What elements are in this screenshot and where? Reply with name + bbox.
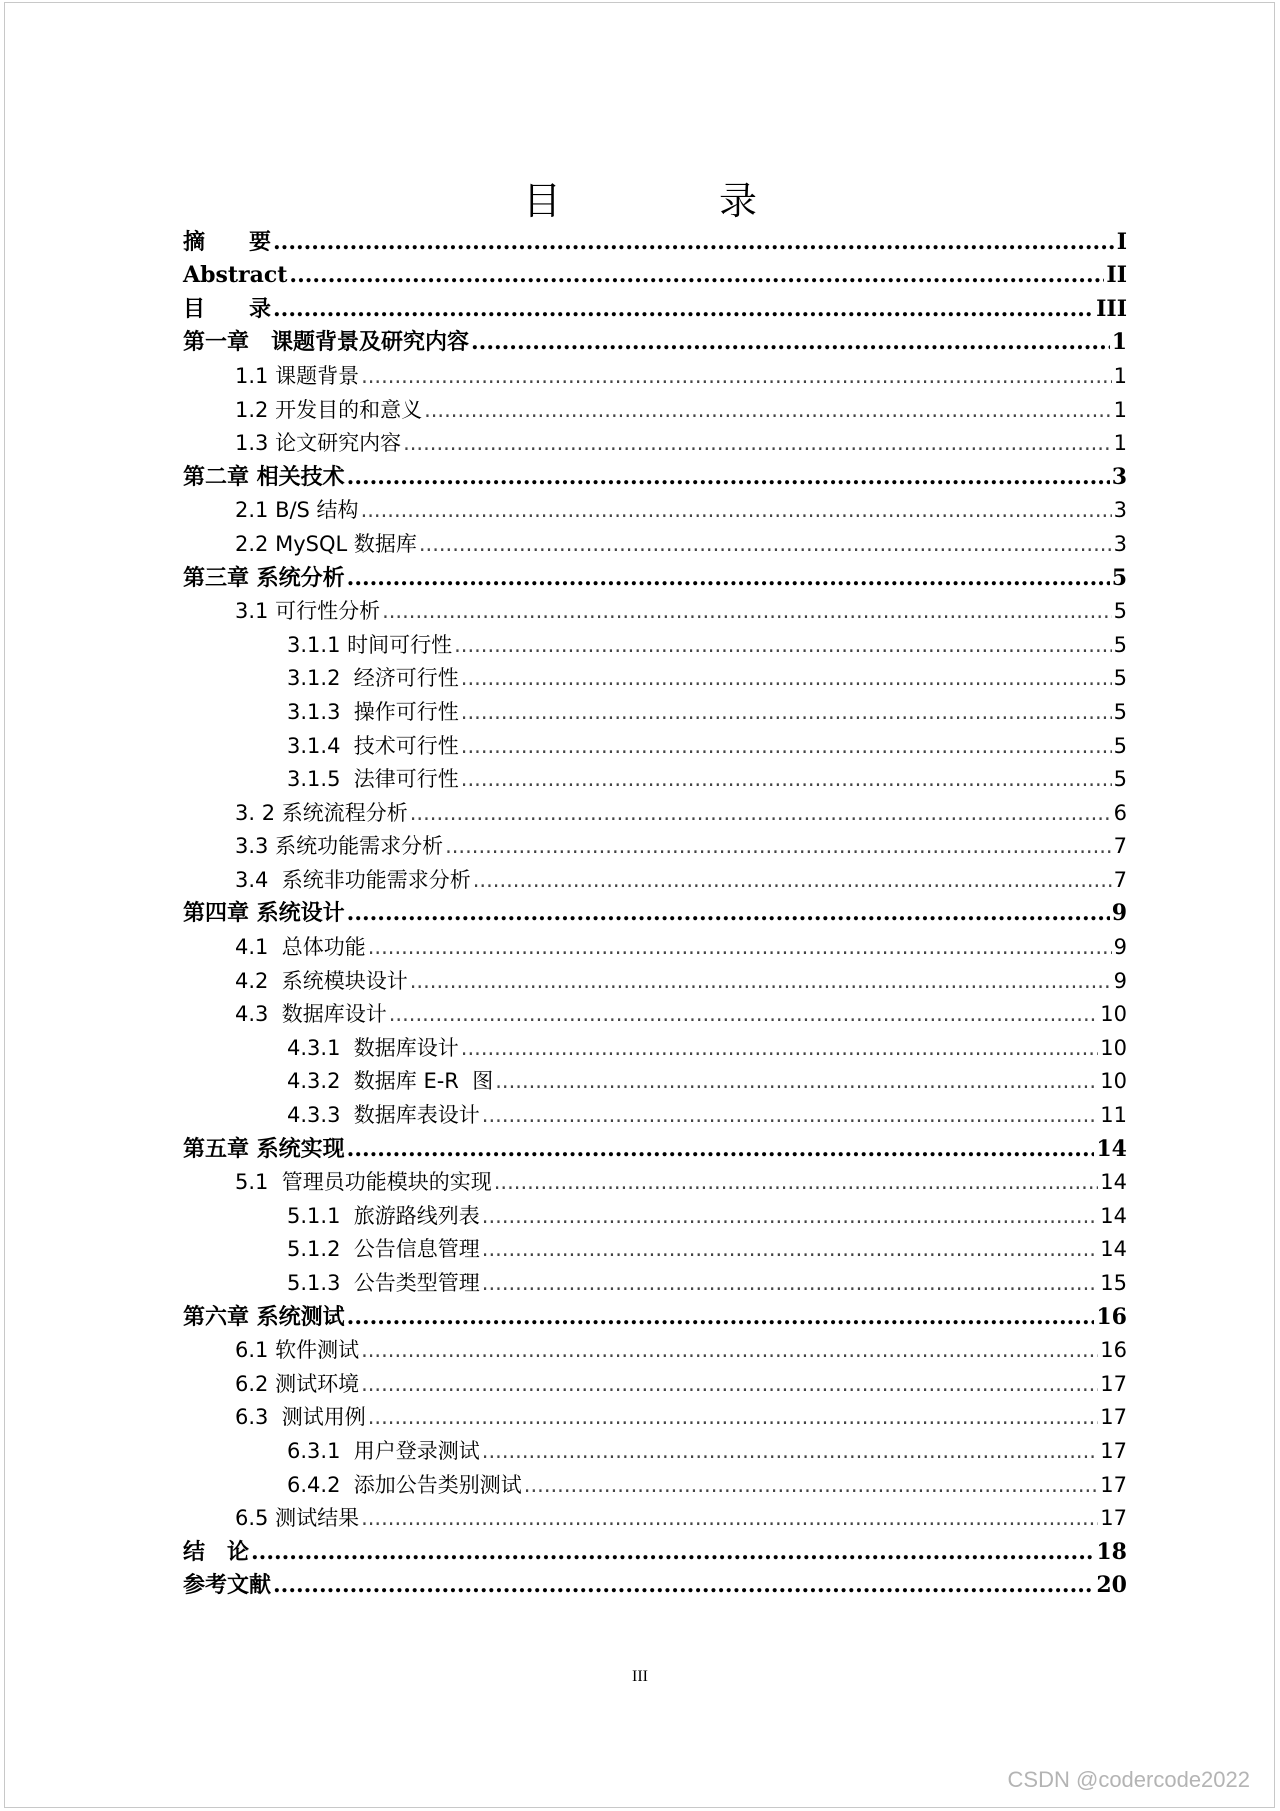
toc-entry-label: 5.1.3 公告类型管理 [287,1271,480,1295]
toc-leader-dots [473,867,1112,894]
toc-entry [183,1062,1127,1096]
toc-entry-page: 14 [1096,1135,1127,1162]
toc-entry-page: 18 [1096,1538,1127,1565]
toc-entry-page: 17 [1100,1371,1127,1396]
toc-entry [183,390,1127,424]
toc-entry-page: 3 [1111,463,1127,490]
toc-entry-page: 17 [1100,1506,1127,1531]
toc-entry-page: 1 [1113,397,1127,422]
toc-entry-label: 第六章 系统测试 [183,1303,345,1330]
page-title: 目 录 [522,179,817,223]
toc-leader-dots [454,632,1112,659]
toc-entry-label: 5.1 管理员功能模块的实现 [235,1170,492,1195]
toc-entry-page: 17 [1100,1438,1127,1463]
toc-entry [183,1129,1127,1163]
toc-entry-label: 5.1.1 旅游路线列表 [287,1203,480,1228]
toc-leader-dots [461,766,1112,793]
toc-entry [183,1566,1127,1600]
toc-leader-dots [347,1304,1095,1331]
toc-entry [183,1028,1127,1062]
toc-leader-dots [445,833,1112,860]
toc-entry-page: 7 [1113,834,1127,859]
toc-entry-label: 3.1.5 法律可行性 [287,767,459,792]
toc-entry-page: 14 [1100,1203,1127,1228]
toc-leader-dots [461,1035,1098,1062]
toc-entry-label: 6.3 测试用例 [235,1405,366,1430]
toc-entry-label: 结 论 [183,1538,250,1565]
footer-page-number: III [632,1668,648,1685]
toc-entry [183,726,1127,760]
toc-entry-page: 9 [1113,935,1127,960]
toc-entry-label: 3. 2 系统流程分析 [235,800,408,825]
toc-leader-dots [273,1572,1094,1599]
toc-entry-page: 5 [1113,666,1127,691]
toc-entry-page: 5 [1113,699,1127,724]
toc-entry-page: I [1116,228,1127,255]
toc-entry [183,457,1127,491]
toc-entry [183,659,1127,693]
toc-leader-dots [361,363,1112,390]
toc-entry [183,1532,1127,1566]
toc-entry-label: 4.3.1 数据库设计 [287,1035,459,1060]
toc-entry-page: 15 [1100,1271,1127,1295]
toc-leader-dots [424,397,1112,424]
toc-entry [183,1263,1127,1297]
toc-leader-dots [410,968,1112,995]
toc-entry-label: 3.1.4 技术可行性 [287,733,459,758]
toc-entry-label: 1.1 课题背景 [235,363,360,388]
toc-entry [183,1297,1127,1331]
toc-entry [183,491,1127,525]
toc-entry-label: 3.1.1 时间可行性 [287,632,453,657]
toc-entry-page: 5 [1111,564,1127,591]
toc-entry-label: 3.1.3 操作可行性 [287,699,459,724]
toc-leader-dots [361,1371,1098,1398]
toc-entry [183,995,1127,1029]
toc-entry-label: 第三章 系统分析 [183,564,345,591]
toc-entry [183,625,1127,659]
toc-entry [183,793,1127,827]
toc-leader-dots [410,800,1112,827]
toc-leader-dots [495,1068,1098,1095]
toc-entry [183,827,1127,861]
toc-entry [183,323,1127,357]
watermark: CSDN @codercode2022 [1007,1767,1250,1792]
toc-entry-label: 6.5 测试结果 [235,1506,360,1531]
toc-leader-dots [461,699,1112,726]
toc-entry [183,1095,1127,1129]
toc-leader-dots [419,531,1112,558]
toc-entry [183,524,1127,558]
toc-entry [183,1398,1127,1432]
toc-entry [183,424,1127,458]
toc-leader-dots [524,1472,1098,1499]
toc-entry-label: 1.2 开发目的和意义 [235,397,423,422]
toc-entry-page: 5 [1113,599,1127,624]
toc-entry-page: 17 [1100,1405,1127,1430]
toc-entry-page: 7 [1113,867,1127,892]
toc-leader-dots [482,1203,1098,1230]
toc-entry-label: 2.2 MySQL 数据库 [235,531,417,556]
toc-entry [183,1331,1127,1365]
toc-entry-page: 3 [1113,498,1127,523]
toc-entry [183,760,1127,794]
toc-entry-label: 2.1 B/S 结构 [235,498,359,523]
toc-entry-page: 17 [1100,1472,1127,1497]
toc-entry-label: 4.1 总体功能 [235,935,366,960]
toc-entry [183,289,1127,323]
toc-entry-label: 6.2 测试环境 [235,1371,360,1396]
toc-leader-dots [389,1001,1099,1028]
toc-entry [183,1196,1127,1230]
toc-entry-page: 10 [1100,1035,1127,1060]
toc-entry [183,1230,1127,1264]
toc-entry [183,256,1127,290]
toc-entry [183,1431,1127,1465]
toc-leader-dots [347,464,1110,491]
toc-leader-dots [368,934,1112,961]
toc-leader-dots [482,1102,1098,1129]
toc-entry-label: 第二章 相关技术 [183,463,345,490]
toc-leader-dots [494,1169,1099,1196]
toc-leader-dots [403,430,1112,457]
toc-entry-page: 9 [1111,900,1127,927]
toc-entry [183,558,1127,592]
toc-entry [183,1499,1127,1533]
toc-entry-page: 9 [1113,968,1127,993]
toc-entry-page: 10 [1100,1002,1127,1027]
toc-leader-dots [347,900,1110,927]
toc-entry [183,961,1127,995]
toc-leader-dots [482,1438,1098,1465]
toc-entry [183,692,1127,726]
toc-entry-label: 3.1.2 经济可行性 [287,666,459,691]
toc-leader-dots [273,296,1094,323]
toc-entry-page: 3 [1113,531,1127,556]
toc-entry-page: II [1106,262,1127,289]
toc-entry-page: 5 [1113,632,1127,657]
toc-leader-dots [461,733,1112,760]
toc-entry-page: 10 [1100,1069,1127,1094]
toc-entry-label: 4.3.2 数据库 E-R 图 [287,1069,494,1094]
toc-entry-label: 6.4.2 添加公告类别测试 [287,1472,522,1497]
toc-entry-page: 20 [1096,1572,1127,1599]
toc-entry-label: 目 录 [183,295,272,322]
toc-entry-page: 14 [1100,1170,1127,1195]
toc-leader-dots [347,565,1110,592]
toc-entry-page: 1 [1111,329,1127,356]
toc-entry-label: 3.4 系统非功能需求分析 [235,867,471,892]
toc-entry-page: 1 [1113,431,1127,456]
toc-entry-label: 参考文献 [183,1572,272,1599]
toc-entry-label: 5.1.2 公告信息管理 [287,1237,480,1262]
toc-leader-dots [482,1270,1098,1297]
toc-entry [183,894,1127,928]
toc-entry [183,222,1127,256]
toc-entry-page: 6 [1113,800,1127,825]
toc-leader-dots [471,329,1110,356]
toc-leader-dots [461,665,1112,692]
toc-entry-page: 16 [1096,1303,1127,1330]
toc-entry-page: 1 [1113,363,1127,388]
toc-leader-dots [382,598,1112,625]
toc-entry-page: 5 [1113,767,1127,792]
toc-entry-label: Abstract [183,262,288,289]
table-of-contents [183,222,1127,1599]
toc-entry [183,1465,1127,1499]
toc-entry-label: 1.3 论文研究内容 [235,431,402,456]
toc-entry [183,1364,1127,1398]
toc-entry-page: 11 [1100,1103,1127,1128]
toc-leader-dots [361,497,1112,524]
toc-entry-page: 14 [1100,1237,1127,1262]
toc-entry [183,356,1127,390]
toc-leader-dots [361,1337,1098,1364]
toc-entry-label: 摘 要 [183,228,272,255]
toc-leader-dots [273,229,1115,256]
toc-entry-label: 3.1 可行性分析 [235,599,381,624]
toc-entry-page: 5 [1113,733,1127,758]
toc-entry-label: 6.3.1 用户登录测试 [287,1438,480,1463]
toc-entry [183,860,1127,894]
toc-leader-dots [251,1539,1094,1566]
toc-entry-label: 4.3.3 数据库表设计 [287,1103,480,1128]
toc-leader-dots [289,262,1104,289]
toc-entry-label: 第五章 系统实现 [183,1135,345,1162]
toc-entry [183,592,1127,626]
toc-entry [183,1163,1127,1197]
toc-entry-page: 16 [1100,1338,1127,1363]
toc-entry-label: 第一章 课题背景及研究内容 [183,329,470,356]
toc-leader-dots [361,1505,1098,1532]
toc-entry [183,927,1127,961]
toc-entry-label: 第四章 系统设计 [183,900,345,927]
toc-entry-label: 4.2 系统模块设计 [235,968,408,993]
toc-entry-page: III [1096,295,1127,322]
toc-leader-dots [368,1404,1099,1431]
toc-leader-dots [347,1136,1095,1163]
toc-entry-label: 3.3 系统功能需求分析 [235,834,444,859]
toc-entry-label: 4.3 数据库设计 [235,1002,387,1027]
toc-leader-dots [482,1236,1098,1263]
toc-entry-label: 6.1 软件测试 [235,1338,360,1363]
